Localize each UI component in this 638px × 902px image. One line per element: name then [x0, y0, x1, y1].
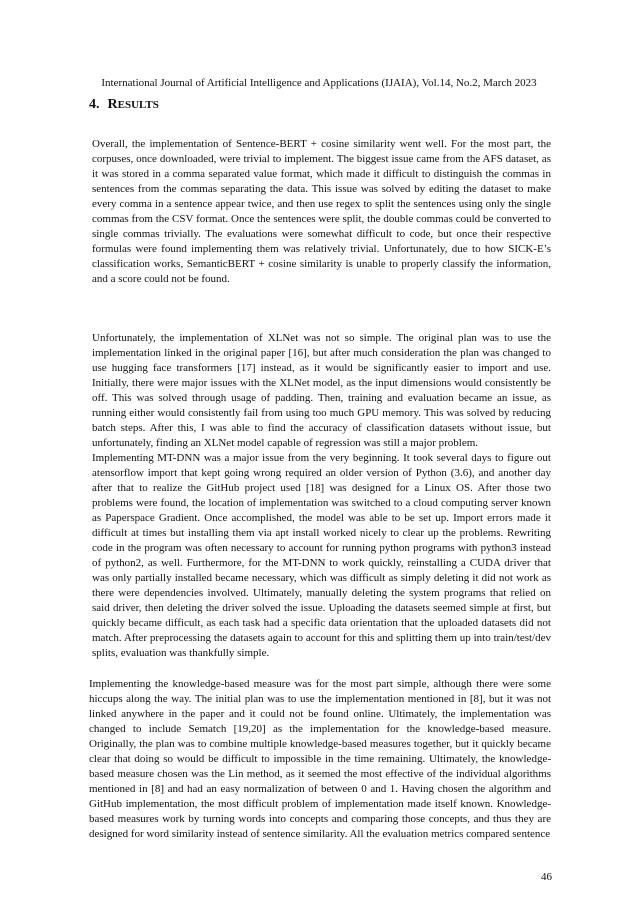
page-number: 46 — [541, 871, 552, 883]
section-title-initial: R — [107, 97, 118, 112]
paragraph-mt-dnn: Implementing MT-DNN was a major issue from the very beginning. It took several days to figure out atensorflow import that kept going wrong required an older version of Python (3.6), and another day after that to realize the GitHub project used [18] was designed for a Linux OS. After those two problems were found, the location of implementation was switched to a cloud computing server known as Paperspace Gradient. Once accomplished, the model was able to be set up. Import errors made it difficult at times but installing them via apt install worked nicely to clear up the problems. Rewriting code in the program was often necessary to account for running python programs with python3 instead of python2, as well. Furthermore, for the MT-DNN to work quickly, reinstalling a CUDA driver that was only partially installed became necessary, which was difficult as simply deleting it did not work as there were dependencies involved. Ultimately, manually deleting the system programs that relied on said driver, then deleting the driver solved the issue. Uploading the datasets seemed simple at first, but quickly became difficult, as each task had a specific data orientation that the uploaded datasets did not match. After preprocessing the datasets again to account for this and splitting them up into train/test/dev splits, evaluation was thankfully simple. — [92, 452, 551, 659]
journal-header: International Journal of Artificial Intelligence and Applications (IJAIA), Vol.14, No.2, March 2023 — [101, 77, 537, 89]
section-title-rest: ESULTS — [117, 99, 159, 111]
paragraph-sentence-bert: Overall, the implementation of Sentence-BERT + cosine similarity went well. For the most part, the corpuses, once downloaded, were trivial to implement. The biggest issue came from the AFS dataset, as it was stored in a comma separated value format, which made it difficult to distinguish the commas in sentences from the commas separating the data. This issue was solved by editing the dataset to make every comma in a sentence appear twice, and then use regex to split the sentences using only the single commas from the CSV format. Once the sentences were split, the double commas could be converted to single commas trivially. The evaluations were somewhat difficult to code, but once their respective formulas were found implementing them was relatively trivial. Unfortunately, due to how SICK-E’s classification works, SemanticBERT + cosine similarity is unable to properly classify the information, and a score could not be found. — [92, 138, 551, 285]
paragraph-knowledge-based: Implementing the knowledge-based measure was for the most part simple, although there were some hiccups along the way. The initial plan was to use the implementation mentioned in [8], but it was not linked anywhere in the paper and it could not be found online. Ultimately, the implementation was changed to include Sematch [19,20] as the implementation for the knowledge-based measure. Originally, the plan was to combine multiple knowledge-based measures together, but it quickly became clear that doing so would be difficult to impossible in the time remaining. Ultimately, the knowledge-based measure chosen was the Lin method, as it seemed the most effective of the individual algorithms mentioned in [8] and had an easy normalization of between 0 and 1. Having chosen the algorithm and GitHub implementation, the most difficult problem of implementation made itself known. Knowledge-based measures work by turning words into concepts and comparing those concepts, and thus they are designed for word similarity instead of sentence similarity. All the evaluation metrics compared sentence — [89, 678, 551, 840]
section-number: 4. — [89, 97, 100, 112]
paragraph-xlnet: Unfortunately, the implementation of XLNet was not so simple. The original plan was to use the implementation linked in the original paper [16], but after much consideration the plan was changed to use hugging face transformers [17] instead, as it would be significantly easier to import and use. Initially, there were major issues with the XLNet model, as the input dimensions would consistently be off. This was solved through usage of padding. Then, training and evaluation became an issue, as running either would consistently fail from using too much GPU memory. This was solved by reducing batch steps. After this, I was able to find the accuracy of classification datasets without issue, but unfortunately, finding an XLNet model capable of regression was still a major problem. — [92, 332, 551, 449]
section-heading — [89, 97, 159, 113]
